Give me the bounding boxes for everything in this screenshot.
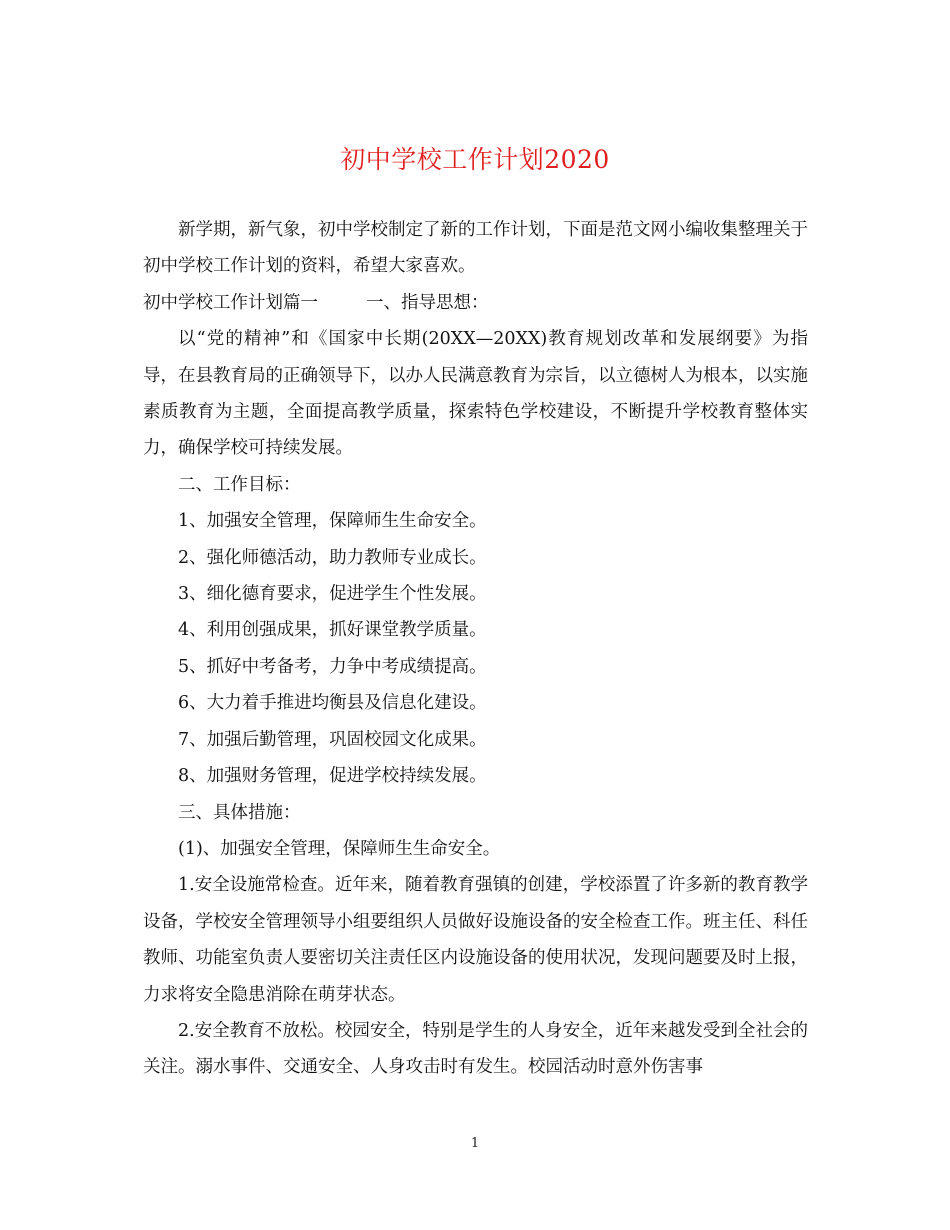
document-title: 初中学校工作计划2020 [340, 145, 610, 174]
goal-item: 5、抓好中考备考，力争中考成绩提高。 [178, 656, 487, 677]
goal-item: 7、加强后勤管理，巩固校园文化成果。 [178, 729, 487, 750]
measure-paragraph-1: 1.安全设施常检查。近年来，随着教育强镇的创建，学校添置了许多新的教育教学设备，学校安全管理领导小组要组织人员做好设施设备的安全检查工作。班主任、科任教师、功能室负责人要密切关注责任区内设施设备的使用状况，发现问题要及时上报，力求将安全隐患消除在萌芽状态。 [143, 875, 808, 1005]
guiding-paragraph: 以“党的精神”和《国家中长期(20XX—20XX)教育规划改革和发展纲要》为指导，在县教育局的正确领导下，以办人民满意教育为宗旨，以立德树人为根本，以实施素质教育为主题，全面提高教学质量，探索特色学校建设，不断提升学校教育整体实力，确保学校可持续发展。 [143, 329, 808, 459]
section-label: 初中学校工作计划篇一 [143, 292, 318, 313]
measure-paragraph-2: 2.安全教育不放松。校园安全，特别是学生的人身安全，近年来越发受到全社会的关注。溺水事件、交通安全、人身攻击时有发生。校园活动时意外伤害事 [143, 1020, 808, 1078]
measure-1-heading: (1)、加强安全管理，保障师生生命安全。 [178, 838, 501, 859]
goal-item: 8、加强财务管理，促进学校持续发展。 [178, 766, 487, 787]
goal-item: 1、加强安全管理，保障师生生命安全。 [178, 511, 487, 532]
goal-item: 2、强化师德活动，助力教师专业成长。 [178, 547, 487, 568]
heading-guiding-ideas: 一、指导思想： [366, 292, 489, 313]
goal-item: 6、大力着手推进均衡县及信息化建设。 [178, 693, 487, 714]
document-body [143, 212, 808, 1086]
goal-item: 4、利用创强成果，抓好课堂教学质量。 [178, 620, 487, 641]
section-heading-line [143, 285, 808, 321]
heading-specific-measures: 三、具体措施： [178, 802, 301, 823]
heading-work-goals: 二、工作目标： [178, 474, 301, 495]
intro-paragraph: 新学期，新气象，初中学校制定了新的工作计划，下面是范文网小编收集整理关于初中学校工作计划的资料，希望大家喜欢。 [143, 220, 808, 277]
goal-item: 3、细化德育要求，促进学生个性发展。 [178, 584, 487, 605]
page-number: 1 [470, 1136, 480, 1151]
